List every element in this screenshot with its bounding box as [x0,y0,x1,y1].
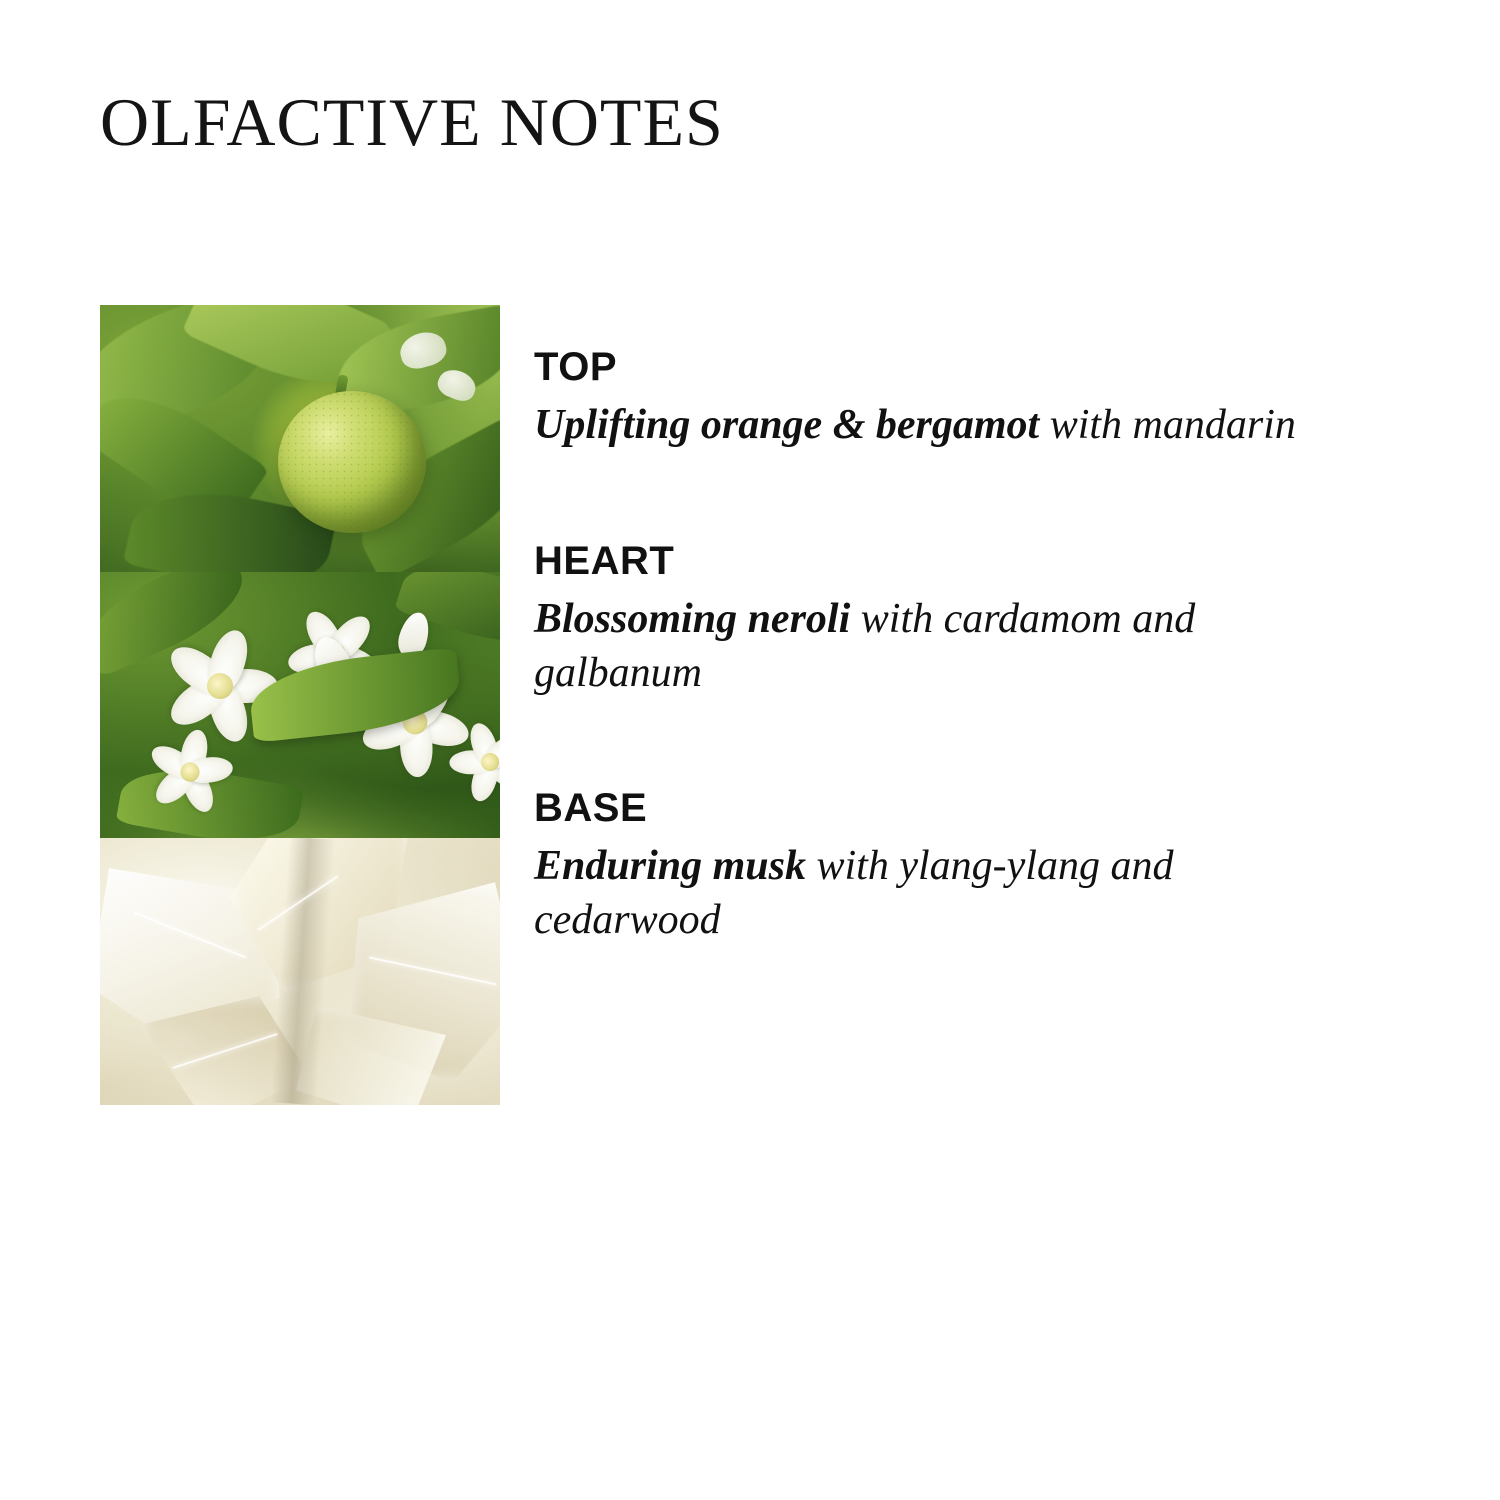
note-lead-top: Uplifting orange & bergamot [534,402,1040,448]
note-rest-top: with mandarin [1039,402,1296,448]
note-lead-heart: Blossoming neroli [534,595,851,642]
citrus-fruit-shape [278,391,426,533]
note-label-base: BASE [534,786,648,831]
ingredient-image-stack [100,305,500,1105]
note-block-base [534,786,1334,948]
note-rest-heart: with cardamom and galbanum [534,595,1196,696]
note-block-heart [534,539,1334,701]
image-orange-blossom-flowers [100,572,500,839]
note-block-top [534,345,1334,453]
note-lead-base: Enduring musk [534,843,806,890]
note-description-heart [534,593,1334,701]
image-green-citrus-fruit-on-branch [100,305,500,572]
note-rest-base: with ylang-ylang and cedarwood [534,843,1174,943]
page-title: OLFACTIVE NOTES [100,84,724,160]
olfactive-notes-list [534,345,1334,948]
note-label-heart: HEART [534,538,675,583]
note-label-top: TOP [534,345,618,389]
note-description-base [534,840,1334,948]
note-description-top [534,399,1334,453]
image-resin-crystals [100,838,500,1105]
